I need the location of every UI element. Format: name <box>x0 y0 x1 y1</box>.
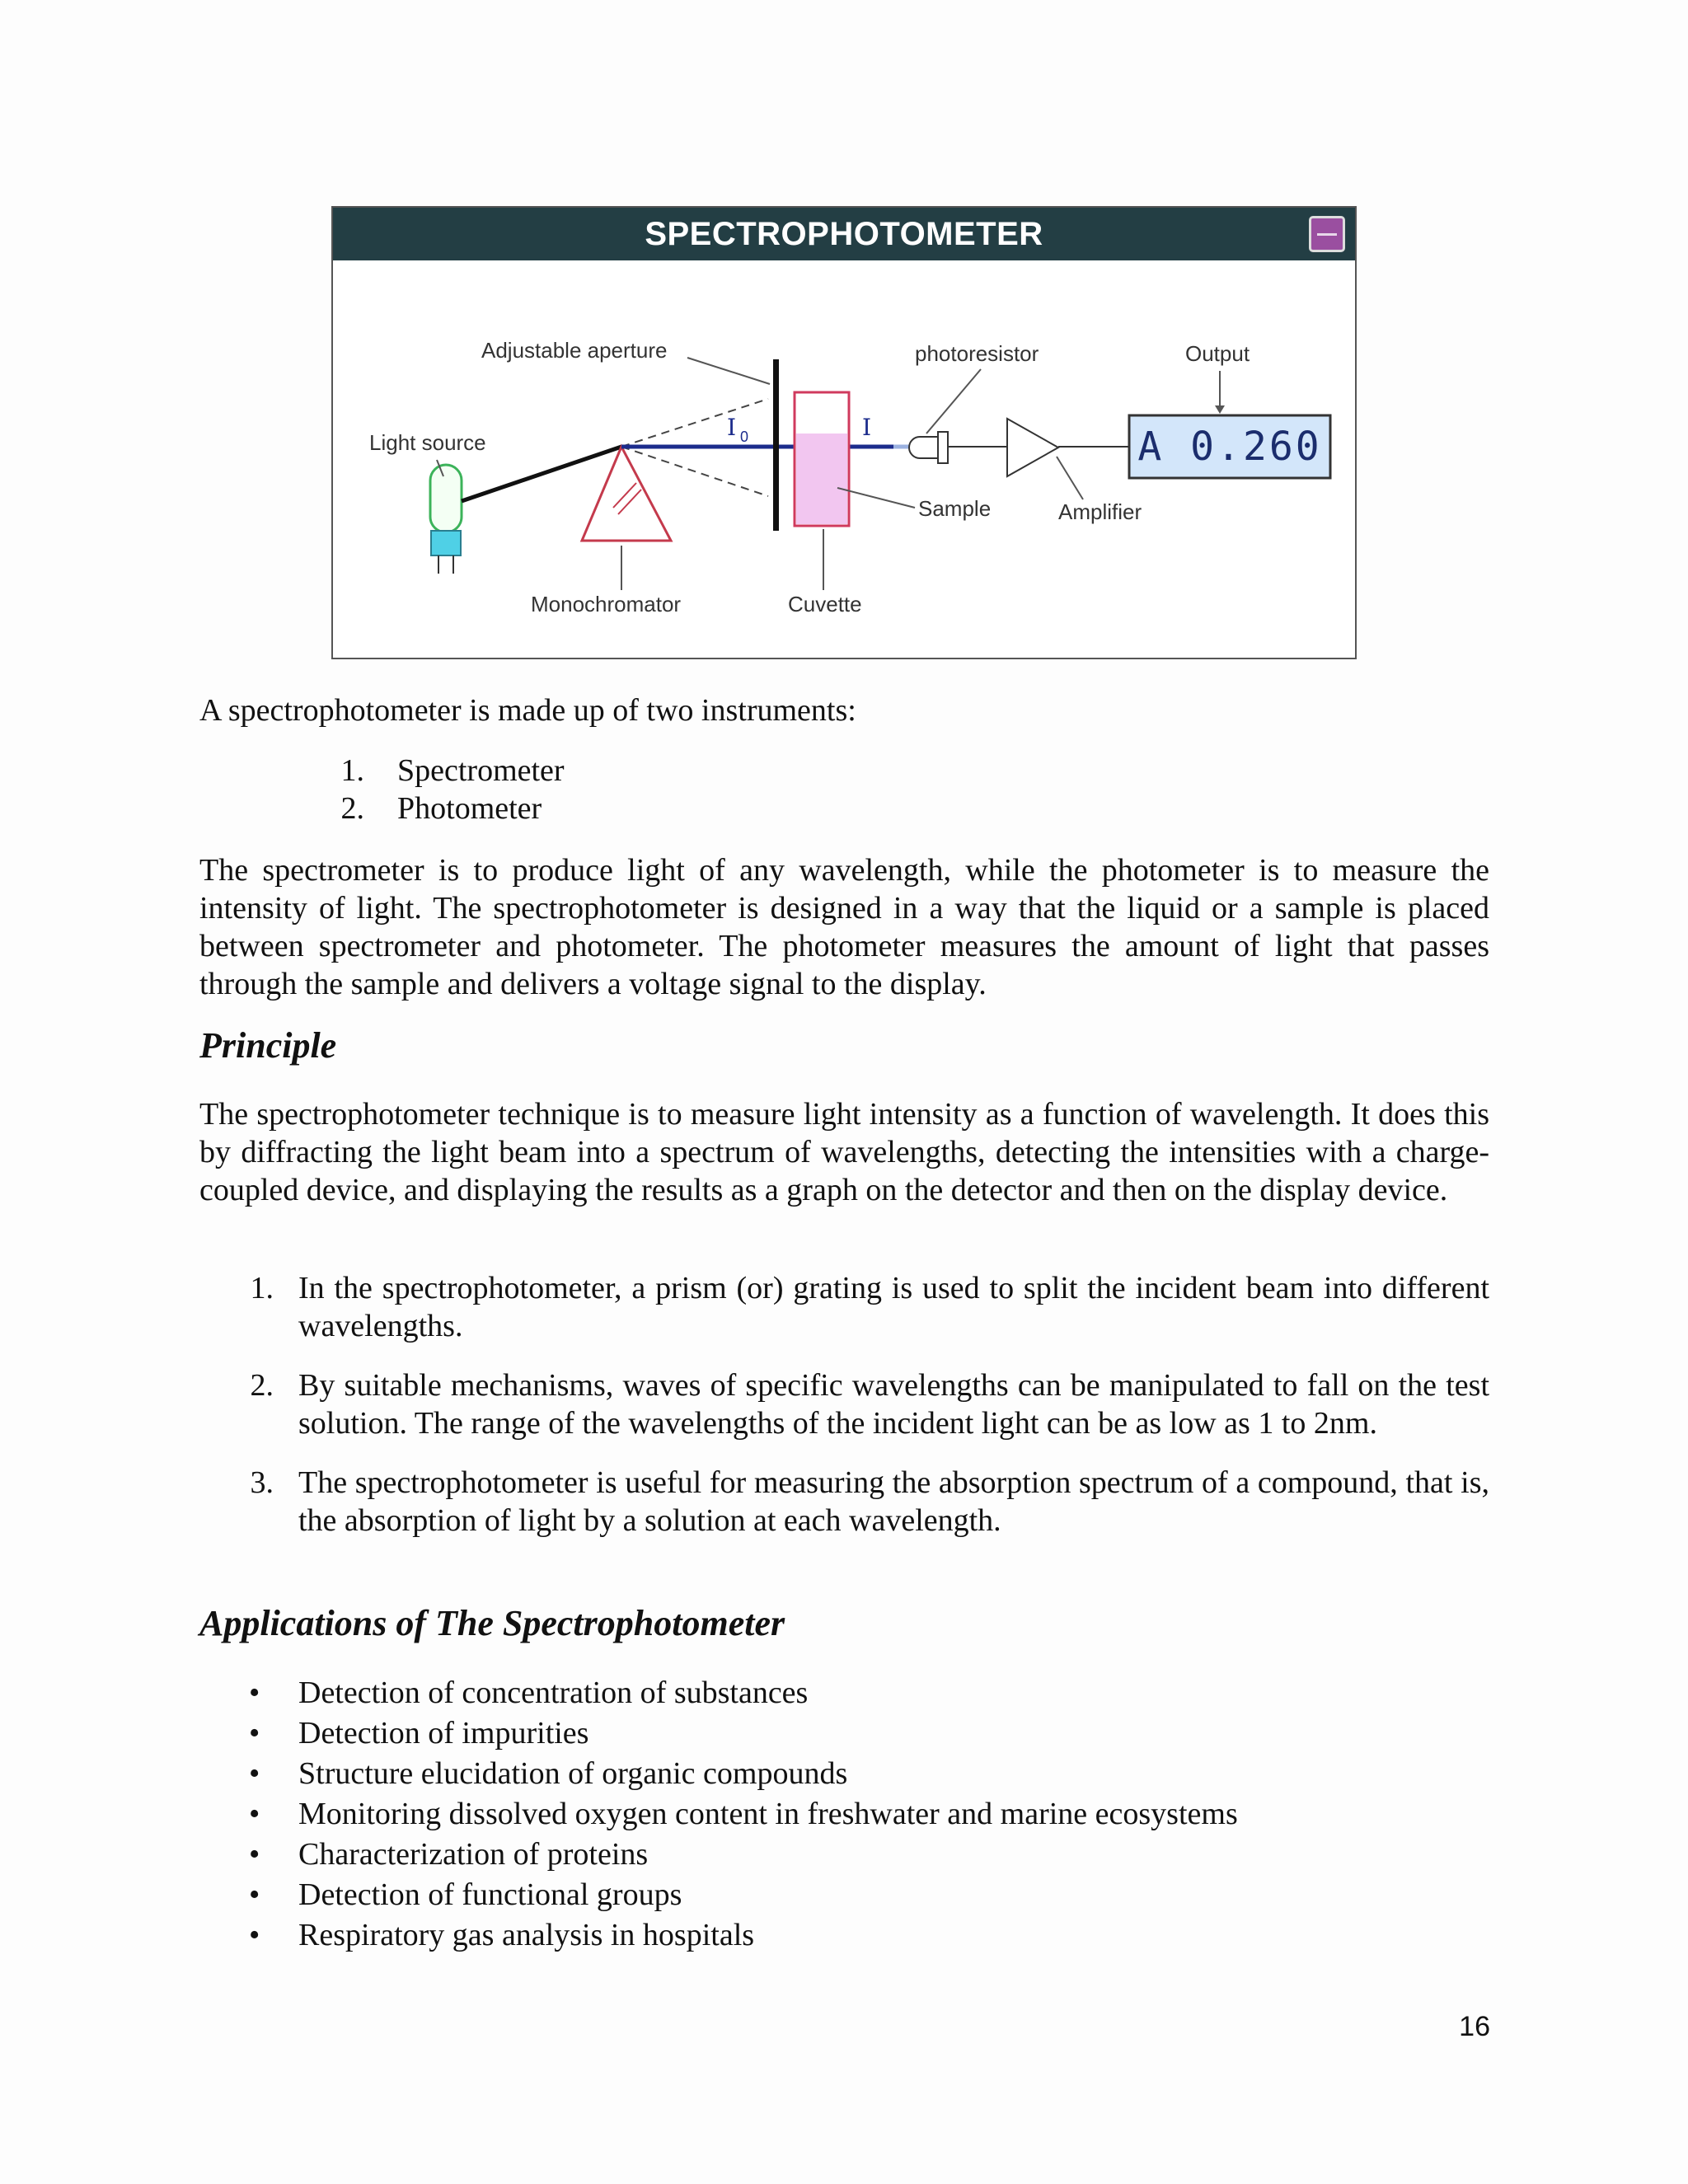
list-item <box>199 790 1489 827</box>
list-marker: 2. <box>340 791 364 826</box>
list-item <box>199 1269 1489 1345</box>
intro-section <box>199 691 1489 729</box>
spectrophotometer-diagram <box>333 260 1355 659</box>
figure-title-bar <box>333 208 1355 260</box>
list-item-text: Photometer <box>397 791 542 826</box>
label-i0: I <box>727 414 737 441</box>
list-item <box>199 1915 1489 1956</box>
amplifier-icon <box>1007 419 1058 476</box>
monochromator-prism-icon <box>582 447 671 541</box>
list-item <box>199 1464 1489 1540</box>
list-item-text: In the spectrophotometer, a prism (or) grating is used to split the incident beam into different wavelengths. <box>298 1271 1489 1343</box>
principle-heading: Principle <box>199 1025 337 1066</box>
description-paragraph: The spectrometer is to produce light of any wavelength, while the photometer is to measure the intensity of light. The spectrophotometer is designed in a way that the liquid or a sample is placed between spectrometer and photometer. The photometer measures the amount of light that passes through the sample and delivers a voltage signal to the display. <box>199 853 1489 1001</box>
label-light-source: Light source <box>369 430 486 455</box>
instruments-list <box>199 752 1489 827</box>
label-photoresistor: photoresistor <box>915 341 1039 366</box>
list-item-text: Monitoring dissolved oxygen content in freshwater and marine ecosystems <box>298 1797 1238 1831</box>
list-item <box>199 1366 1489 1442</box>
description-section <box>199 851 1489 1003</box>
output-display <box>1129 415 1330 478</box>
applications-section <box>199 1603 1489 1644</box>
bullet-icon: • <box>249 1877 260 1912</box>
intro-paragraph: A spectrophotometer is made up of two instruments: <box>199 693 856 728</box>
list-marker: 1. <box>250 1271 274 1305</box>
bullet-icon: • <box>249 1918 260 1952</box>
output-display-value: A 0.260 <box>1137 424 1322 470</box>
principle-paragraph: The spectrophotometer technique is to measure light intensity as a function of wavelength. It does this by diffracting the light beam into a spectrum of wavelengths, detecting the intensities with a charge-coupled device, and displaying the results as a graph on the detector and then on the display device. <box>199 1097 1489 1207</box>
label-amplifier: Amplifier <box>1058 499 1142 524</box>
brand-badge-icon <box>1309 216 1345 252</box>
list-marker: 1. <box>340 753 364 788</box>
bullet-icon: • <box>249 1837 260 1872</box>
applications-heading: Applications of The Spectrophotometer <box>199 1603 785 1643</box>
spectrophotometer-figure <box>331 206 1357 659</box>
list-item <box>199 752 1489 790</box>
bullet-icon: • <box>249 1716 260 1750</box>
list-item <box>199 1835 1489 1875</box>
list-item-text: Detection of concentration of substances <box>298 1675 809 1710</box>
list-item-text: Characterization of proteins <box>298 1837 649 1872</box>
bullet-icon: • <box>249 1797 260 1831</box>
principle-list <box>199 1269 1489 1540</box>
list-item-text: By suitable mechanisms, waves of specific wavelengths can be manipulated to fall on the test solution. The range of the wavelengths of the incident light can be as low as 1 to 2nm. <box>298 1368 1489 1441</box>
cuvette-icon <box>795 392 849 526</box>
label-i0-subscript: 0 <box>740 429 749 445</box>
list-item-text: Detection of impurities <box>298 1716 589 1750</box>
bullet-icon: • <box>249 1675 260 1710</box>
list-item <box>199 1673 1489 1713</box>
label-monochromator: Monochromator <box>531 592 682 616</box>
label-i: I <box>862 414 872 441</box>
list-item-text: Respiratory gas analysis in hospitals <box>298 1918 755 1952</box>
aperture-slit <box>773 359 779 531</box>
label-sample: Sample <box>918 496 992 521</box>
label-adjustable-aperture: Adjustable aperture <box>481 338 668 363</box>
applications-list <box>199 1673 1489 1956</box>
list-item <box>199 1754 1489 1794</box>
photoresistor-icon <box>909 432 948 463</box>
list-item-text: Detection of functional groups <box>298 1877 682 1912</box>
list-item <box>199 1794 1489 1835</box>
list-item <box>199 1875 1489 1915</box>
figure-title: SPECTROPHOTOMETER <box>645 216 1043 252</box>
list-marker: 2. <box>250 1368 274 1403</box>
list-item <box>199 1713 1489 1754</box>
principle-body <box>199 1095 1489 1209</box>
page-number: 16 <box>1459 2011 1490 2042</box>
list-item-text: The spectrophotometer is useful for measuring the absorption spectrum of a compound, that is, the absorption of light by a solution at each wavelength. <box>298 1465 1489 1538</box>
light-source-bulb-icon <box>430 465 462 574</box>
list-marker: 3. <box>250 1465 274 1500</box>
list-item-text: Spectrometer <box>397 753 565 788</box>
label-cuvette: Cuvette <box>788 592 862 616</box>
list-item-text: Structure elucidation of organic compounds <box>298 1756 848 1791</box>
label-output: Output <box>1185 341 1250 366</box>
bullet-icon: • <box>249 1756 260 1791</box>
principle-section <box>199 1025 1489 1066</box>
